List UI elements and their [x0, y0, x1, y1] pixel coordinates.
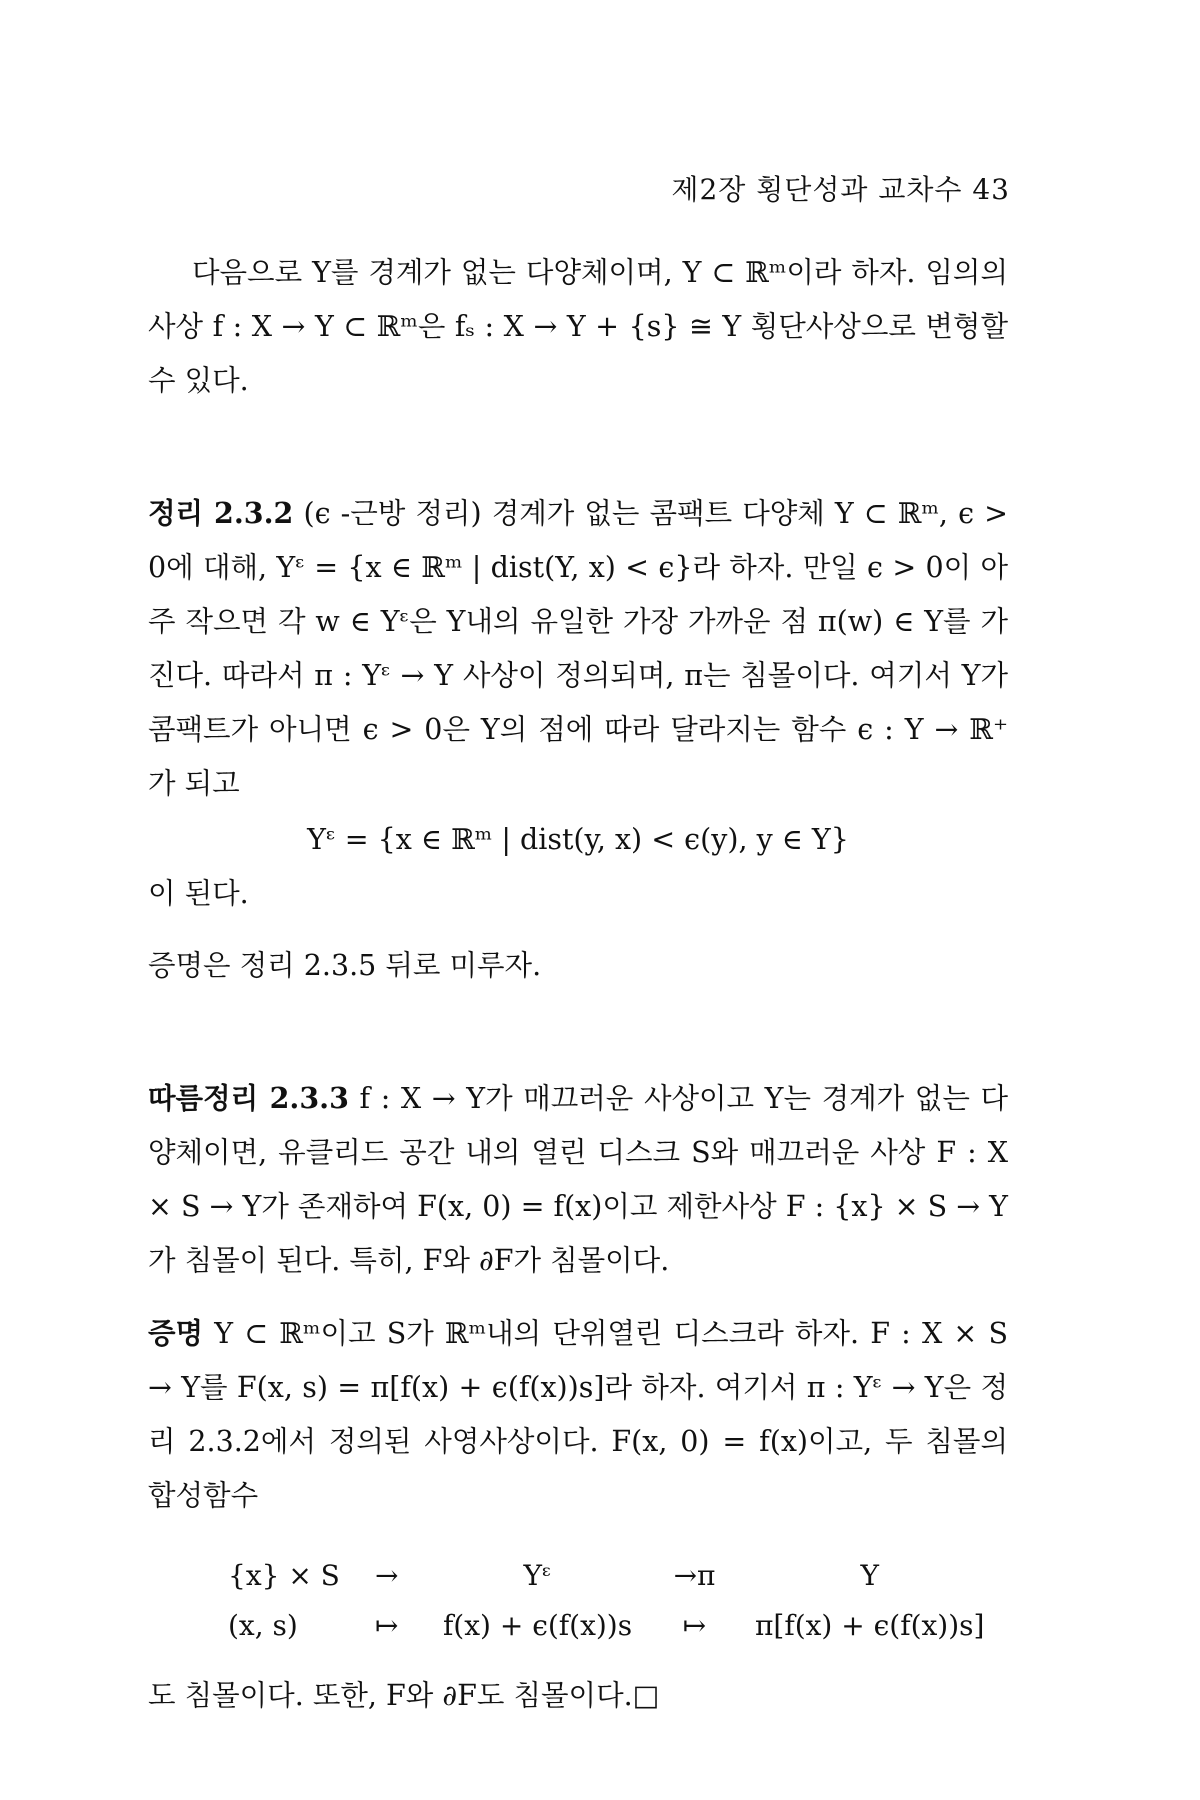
diagram-element-middle: f(x) + ϵ(f(x))s — [442, 1609, 633, 1642]
intro-paragraph: 다음으로 Y를 경계가 없는 다양체이며, Y ⊂ ℝᵐ이라 하자. 임의의 사상 f : X → Y ⊂ ℝᵐ은 fₛ : X → Y + {s} ≅ Y 횡단사상으로 변형할 수 있다. — [148, 256, 1008, 397]
theorem-proof-note: 증명은 정리 2.3.5 뒤로 미루자. — [148, 949, 542, 982]
diagram-element-codomain: π[f(x) + ϵ(f(x))s] — [755, 1609, 985, 1642]
diagram-middle-space: Yᵋ — [523, 1559, 552, 1592]
theorem-after-text: 이 된다. — [148, 877, 249, 910]
corollary-block — [148, 1071, 1008, 1288]
diagram-arrow: → — [374, 1559, 399, 1592]
running-head: 제2장 횡단성과 교차수 43 — [671, 173, 1010, 206]
theorem-text: 경계가 없는 콤팩트 다양체 Y ⊂ ℝᵐ, ϵ > 0에 대해, Yᵋ = {x ∈ ℝᵐ | dist(Y, x) < ϵ}라 하자. 만일 ϵ > 0이 아주 작으면 각 w ∈ Yᵋ은 Y내의 유일한 가장 가까운 점 π(w) ∈ Y를 가진다. 따라서 π : Yᵋ → Y 사상이 정의되며, π는 침몰이다. 여기서 Y가 콤팩트가 아니면 ϵ > 0은 Y의 점에 따라 달라지는 함수 ϵ : Y → ℝ⁺가 되고 — [148, 497, 1009, 800]
theorem-label: 정리 2.3.2 — [148, 496, 294, 530]
corollary-text: f : X → Y가 매끄러운 사상이고 Y는 경계가 없는 다양체이면, 유클리드 공간 내의 열린 디스크 S와 매끄러운 사상 F : X × S → Y가 존재하여 F(x, 0) = f(x)이고 제한사상 F : {x} × S → Y가 침몰이 된다. 특히, F와 ∂F가 침몰이다. — [148, 1082, 1009, 1277]
diagram-row-elements — [212, 1601, 1008, 1651]
diagram-element-domain: (x, s) — [228, 1609, 298, 1642]
proof-label: 증명 — [148, 1316, 204, 1350]
composition-diagram — [212, 1551, 1008, 1651]
theorem-title: (ϵ -근방 정리) — [303, 497, 482, 530]
proof-text: Y ⊂ ℝᵐ이고 S가 ℝᵐ내의 단위열린 디스크라 하자. F : X × S → Y를 F(x, s) = π[f(x) + ϵ(f(x))s]라 하자. 여기서 π : Yᵋ → Y은 정리 2.3.2에서 정의된 사영사상이다. F(x, 0) = f(x)이고, 두 침몰의 합성함수 — [148, 1317, 1009, 1512]
proof-conclusion: 도 침몰이다. 또한, F와 ∂F도 침몰이다.□ — [148, 1679, 660, 1712]
theorem-display-equation: Yᵋ = {x ∈ ℝᵐ | dist(y, x) < ϵ(y), y ∈ Y} — [307, 823, 849, 856]
diagram-domain: {x} × S — [228, 1559, 340, 1592]
diagram-codomain: Y — [860, 1559, 879, 1592]
page-body — [148, 246, 1008, 1723]
proof-block — [148, 1306, 1008, 1723]
diagram-projection-arrow: →π — [673, 1559, 716, 1592]
diagram-maps-to-arrow-2: ↦ — [682, 1609, 707, 1642]
corollary-label: 따름정리 2.3.3 — [148, 1081, 349, 1115]
theorem-block — [148, 486, 1008, 993]
diagram-maps-to-arrow: ↦ — [374, 1609, 399, 1642]
diagram-row-spaces — [212, 1551, 1008, 1601]
